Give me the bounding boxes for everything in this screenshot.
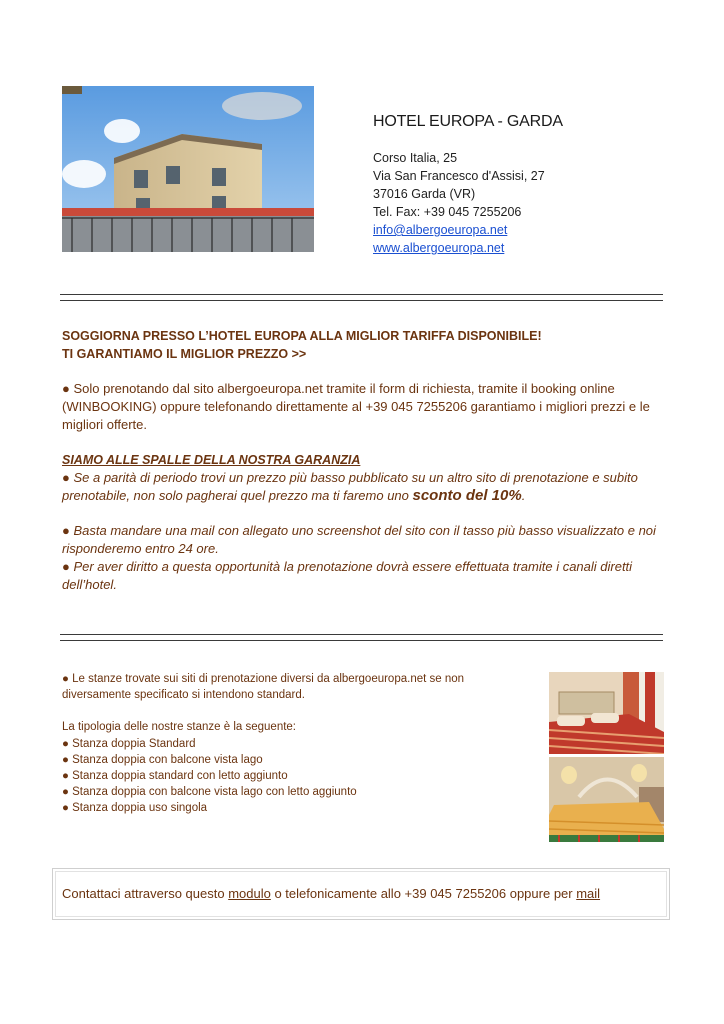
contact-text	[62, 886, 600, 901]
contact-form-link[interactable]: modulo	[228, 886, 271, 901]
guarantee-title: SIAMO ALLE SPALLE DELLA NOSTRA GARANZIA	[62, 453, 361, 467]
offer-headline-2: TI GARANTIAMO IL MIGLIOR PREZZO >>	[62, 347, 307, 361]
rooms-section	[62, 671, 532, 817]
offer-headline-1: SOGGIORNA PRESSO L’HOTEL EUROPA ALLA MIGLIOR TARIFFA DISPONIBILE!	[62, 329, 542, 343]
offer-section	[62, 327, 666, 594]
mail-instruction: ● Basta mandare una mail con allegato uno screenshot del sito con il tasso più basso visualizzato e noi risponderemo entro 24 ore.	[62, 523, 656, 556]
hotel-exterior-photo	[62, 86, 314, 252]
hotel-title: HOTEL EUROPA - GARDA	[373, 113, 563, 130]
list-item: ● Stanza doppia con balcone vista lago con letto aggiunto	[62, 786, 357, 799]
divider-middle	[60, 634, 663, 641]
guarantee-text	[62, 469, 666, 505]
rooms-note: ● Le stanze trovate sui siti di prenotazione diversi da albergoeuropa.net se non diversamente specificato si intendono standard.	[62, 673, 465, 702]
address-line-2: Via San Francesco d'Assisi, 27	[373, 169, 545, 183]
phone-fax: Tel. Fax: +39 045 7255206	[373, 205, 522, 219]
address-line-1: Corso Italia, 25	[373, 151, 458, 165]
offer-intro: ● Solo prenotando dal sito albergoeuropa.net tramite il form di richiesta, tramite il booking online (WINBOOKING) oppure telefonando direttamente al +39 045 7255206 garantiamo i migliori prezzi e le migliori offerte.	[62, 381, 650, 432]
list-item: ● Stanza doppia uso singola	[62, 802, 208, 815]
contact-mail-link[interactable]: mail	[576, 886, 601, 901]
address-line-3: 37016 Garda (VR)	[373, 187, 476, 201]
list-item: ● Stanza doppia con balcone vista lago	[62, 753, 263, 766]
room-types-list	[62, 736, 532, 817]
website-link[interactable]: www.albergoeuropa.net	[373, 241, 505, 255]
contact-middle: o telefonicamente allo +39 045 7255206 oppure per	[270, 886, 577, 901]
room-photo-1	[549, 672, 664, 754]
list-item: ● Stanza doppia Standard	[62, 737, 196, 750]
address-block	[373, 149, 545, 257]
direct-channel-note: ● Per aver diritto a questa opportunità la prenotazione dovrà essere effettuata tramite i canali diretti dell’hotel.	[62, 559, 633, 592]
list-item: ● Stanza doppia standard con letto aggiunto	[62, 770, 288, 783]
discount-highlight: sconto del 10%	[412, 487, 522, 504]
room-photo-2	[549, 757, 664, 842]
discount-suffix: .	[521, 488, 526, 503]
divider-top	[60, 294, 663, 301]
email-link[interactable]: info@albergoeuropa.net	[373, 223, 508, 237]
contact-prefix: Contattaci attraverso questo	[62, 886, 229, 901]
rooms-list-title: La tipologia delle nostre stanze è la seguente:	[62, 721, 296, 734]
guarantee-body: ● Se a parità di periodo trovi un prezzo più basso pubblicato su un altro sito di prenotazione e subito prenotabile, non solo pagherai quel prezzo ma ti faremo uno	[62, 470, 638, 503]
